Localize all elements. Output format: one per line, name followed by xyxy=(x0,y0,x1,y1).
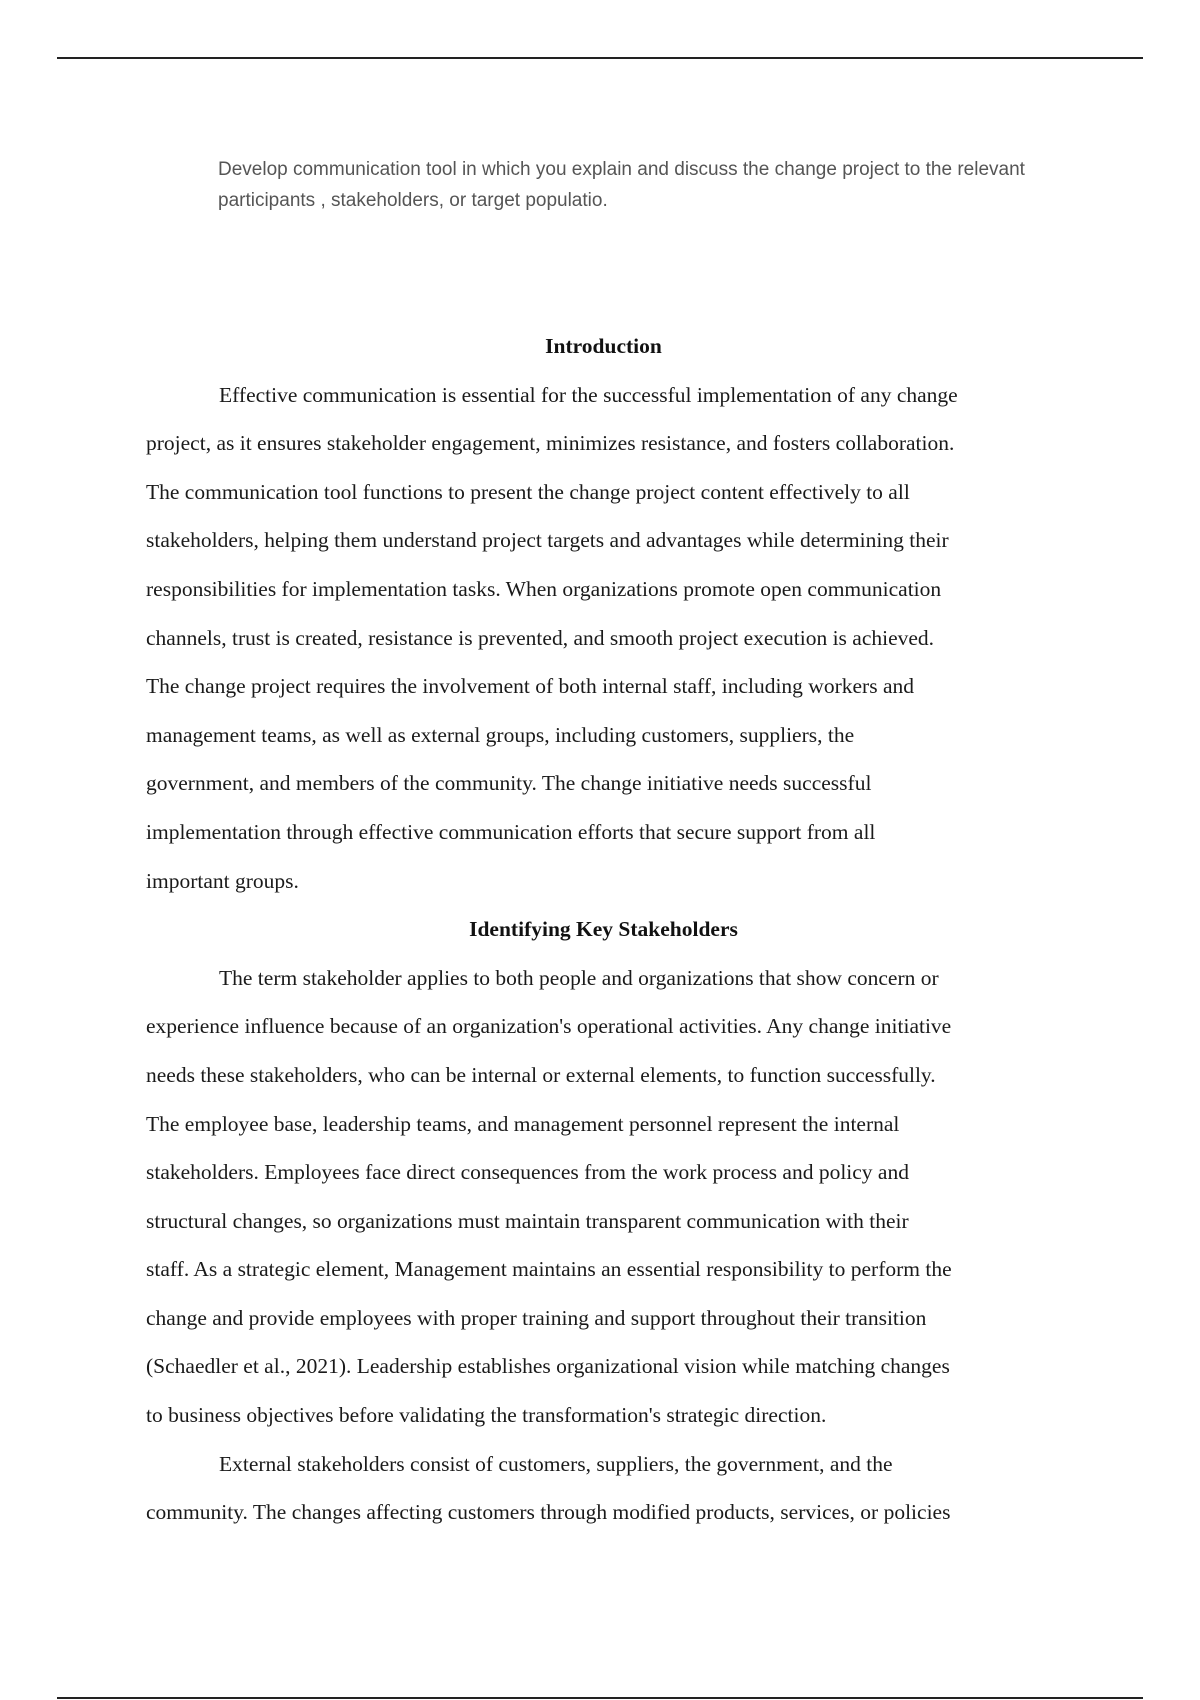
paragraph-line: structural changes, so organizations must maintain transparent communication with their xyxy=(146,1208,909,1233)
paragraph-line: experience influence because of an organization's operational activities. Any change initiative xyxy=(146,1014,952,1039)
section-heading-introduction: Introduction xyxy=(545,334,662,358)
paragraph-line: Effective communication is essential for the successful implementation of any change xyxy=(219,382,958,407)
internal-stakeholders-paragraph xyxy=(146,954,1061,1440)
paragraph-line: management teams, as well as external groups, including customers, suppliers, the xyxy=(146,722,855,747)
paragraph-line: staff. As a strategic element, Management maintains an essential responsibility to perform the xyxy=(146,1257,952,1282)
paragraph-line: External stakeholders consist of customers, suppliers, the government, and the xyxy=(219,1451,893,1476)
external-stakeholders-paragraph xyxy=(146,1440,1061,1537)
paragraph-line: to business objectives before validating the transformation's strategic direction. xyxy=(146,1403,827,1428)
paragraph-line: The term stakeholder applies to both people and organizations that show concern or xyxy=(219,965,939,990)
paragraph-line: change and provide employees with proper training and support throughout their transition xyxy=(146,1305,927,1330)
paragraph-line: important groups. xyxy=(146,868,299,893)
paragraph-line: The communication tool functions to present the change project content effectively to all xyxy=(146,479,910,504)
paragraph-line: needs these stakeholders, who can be internal or external elements, to function successfully. xyxy=(146,1062,936,1087)
prompt-line: relevant participants , stakeholders, or target populatio. xyxy=(218,159,1025,211)
paragraph-line: The change project requires the involvement of both internal staff, including workers and xyxy=(146,674,914,699)
paragraph-line: stakeholders, helping them understand project targets and advantages while determining their xyxy=(146,528,949,553)
top-page-rule xyxy=(57,57,1143,59)
paragraph-line: responsibilities for implementation tasks. When organizations promote open communication xyxy=(146,576,942,601)
prompt-line: Develop communication tool in which you explain and discuss the change project to the xyxy=(218,159,953,180)
document-body xyxy=(146,322,1061,1537)
paragraph-line: project, as it ensures stakeholder engagement, minimizes resistance, and fosters collaboration. xyxy=(146,431,955,456)
bottom-page-rule xyxy=(57,1697,1143,1699)
section-heading-stakeholders: Identifying Key Stakeholders xyxy=(469,917,738,942)
paragraph-line: community. The changes affecting customers through modified products, services, or policies xyxy=(146,1500,951,1525)
paragraph-line: government, and members of the community. The change initiative needs successful xyxy=(146,771,872,796)
paragraph-line: stakeholders. Employees face direct consequences from the work process and policy and xyxy=(146,1160,909,1185)
paragraph-line: (Schaedler et al., 2021). Leadership establishes organizational vision while matching changes xyxy=(146,1354,950,1379)
paragraph-line: The employee base, leadership teams, and management personnel represent the internal xyxy=(146,1111,900,1136)
assignment-prompt xyxy=(218,154,1078,216)
introduction-paragraph xyxy=(146,371,1061,906)
paragraph-line: channels, trust is created, resistance is prevented, and smooth project execution is achieved. xyxy=(146,625,935,650)
paragraph-line: implementation through effective communication efforts that secure support from all xyxy=(146,819,876,844)
